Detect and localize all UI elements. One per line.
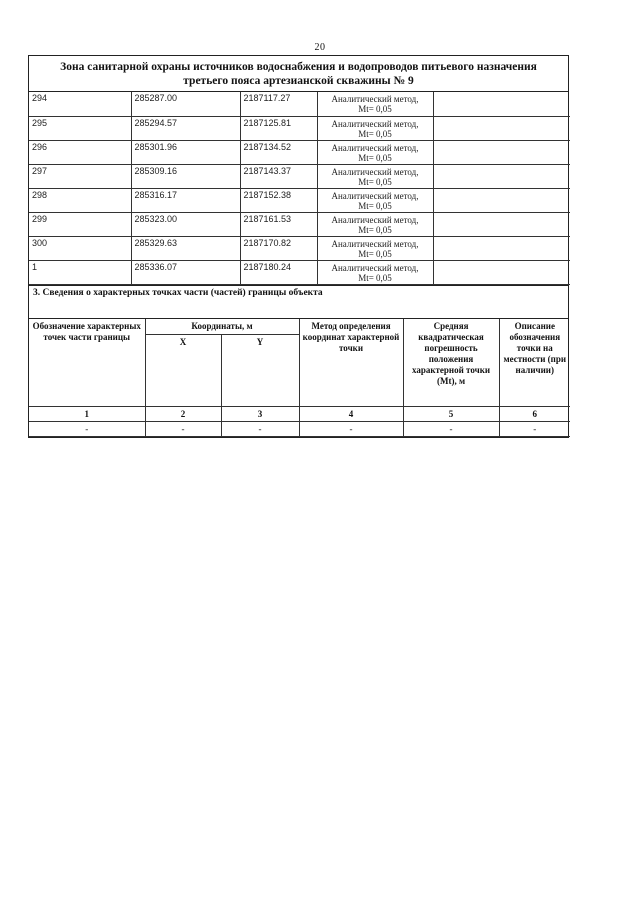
point-id: 294	[29, 92, 131, 116]
accuracy-line: Mt= 0,05	[358, 152, 392, 163]
method-cell	[317, 212, 433, 236]
header-method: Метод определения координат характерной точки	[299, 319, 403, 407]
coord-y: 2187161.53	[240, 212, 317, 236]
coordinate-row	[29, 236, 570, 260]
method-line: Аналитический метод,	[331, 214, 419, 225]
dash-cell: -	[29, 421, 145, 436]
coord-x: 285323.00	[131, 212, 240, 236]
header-description: Описание обозначения точки на местности (при наличии)	[499, 319, 570, 407]
accuracy-line: Mt= 0,05	[358, 128, 392, 139]
coord-y: 2187143.37	[240, 164, 317, 188]
empty-cell	[433, 140, 570, 164]
coord-x: 285309.16	[131, 164, 240, 188]
point-id: 295	[29, 116, 131, 140]
header-x: X	[145, 334, 221, 406]
column-number: 1	[29, 406, 145, 421]
coord-y: 2187152.38	[240, 188, 317, 212]
accuracy-line: Mt= 0,05	[358, 104, 392, 114]
document-title: Зона санитарной охраны источников водоснабжения и водопроводов питьевого назначения третьего пояса артезианской скважины № 9	[29, 56, 568, 92]
method-cell	[317, 188, 433, 212]
dash-cell: -	[403, 421, 499, 436]
point-id: 299	[29, 212, 131, 236]
dash-cell: -	[499, 421, 570, 436]
method-line: Аналитический метод,	[331, 118, 419, 129]
method-cell	[317, 92, 433, 116]
empty-cell	[433, 236, 570, 260]
coordinate-row	[29, 140, 570, 164]
header-designation: Обозначение характерных точек части границы	[29, 319, 145, 407]
accuracy-line: Mt= 0,05	[358, 248, 392, 259]
coordinates-table	[29, 92, 570, 285]
point-id: 300	[29, 236, 131, 260]
accuracy-line: Mt= 0,05	[358, 200, 392, 211]
point-id: 296	[29, 140, 131, 164]
empty-cell	[433, 260, 570, 284]
accuracy-line: Mt= 0,05	[358, 224, 392, 235]
empty-cell	[433, 164, 570, 188]
coordinate-row	[29, 92, 570, 116]
coord-y: 2187117.27	[240, 92, 317, 116]
method-line: Аналитический метод,	[331, 190, 419, 201]
dash-cell: -	[299, 421, 403, 436]
method-cell	[317, 260, 433, 284]
method-line: Аналитический метод,	[331, 94, 419, 104]
column-number: 5	[403, 406, 499, 421]
document-sheet	[28, 55, 569, 438]
coord-x: 285336.07	[131, 260, 240, 284]
boundary-points-table	[29, 319, 570, 437]
method-cell	[317, 116, 433, 140]
coordinate-row	[29, 116, 570, 140]
column-number: 2	[145, 406, 221, 421]
header-coordinates: Координаты, м	[145, 319, 299, 335]
coord-x: 285316.17	[131, 188, 240, 212]
header-accuracy: Средняя квадратическая погрешность положения характерной точки (Mt), м	[403, 319, 499, 407]
dash-cell: -	[145, 421, 221, 436]
coord-y: 2187170.82	[240, 236, 317, 260]
method-line: Аналитический метод,	[331, 166, 419, 177]
coord-x: 285329.63	[131, 236, 240, 260]
coordinate-row	[29, 260, 570, 284]
method-cell	[317, 236, 433, 260]
method-line: Аналитический метод,	[331, 238, 419, 249]
accuracy-line: Mt= 0,05	[358, 272, 392, 283]
coord-x: 285287.00	[131, 92, 240, 116]
empty-cell	[433, 188, 570, 212]
coord-x: 285301.96	[131, 140, 240, 164]
header-y: Y	[221, 334, 299, 406]
method-line: Аналитический метод,	[331, 262, 419, 273]
point-id: 298	[29, 188, 131, 212]
coordinate-row	[29, 188, 570, 212]
coordinate-row	[29, 212, 570, 236]
coord-y: 2187125.81	[240, 116, 317, 140]
point-id: 297	[29, 164, 131, 188]
method-line: Аналитический метод,	[331, 142, 419, 153]
empty-cell	[433, 92, 570, 116]
accuracy-line: Mt= 0,05	[358, 176, 392, 187]
coord-x: 285294.57	[131, 116, 240, 140]
section-3-title: 3. Сведения о характерных точках части (частей) границы объекта	[29, 285, 568, 319]
method-cell	[317, 140, 433, 164]
column-number: 6	[499, 406, 570, 421]
column-number: 3	[221, 406, 299, 421]
coord-y: 2187134.52	[240, 140, 317, 164]
empty-cell	[433, 116, 570, 140]
dash-cell: -	[221, 421, 299, 436]
empty-cell	[433, 212, 570, 236]
coordinate-row	[29, 164, 570, 188]
coord-y: 2187180.24	[240, 260, 317, 284]
page-number: 20	[314, 42, 326, 53]
method-cell	[317, 164, 433, 188]
point-id: 1	[29, 260, 131, 284]
column-number: 4	[299, 406, 403, 421]
